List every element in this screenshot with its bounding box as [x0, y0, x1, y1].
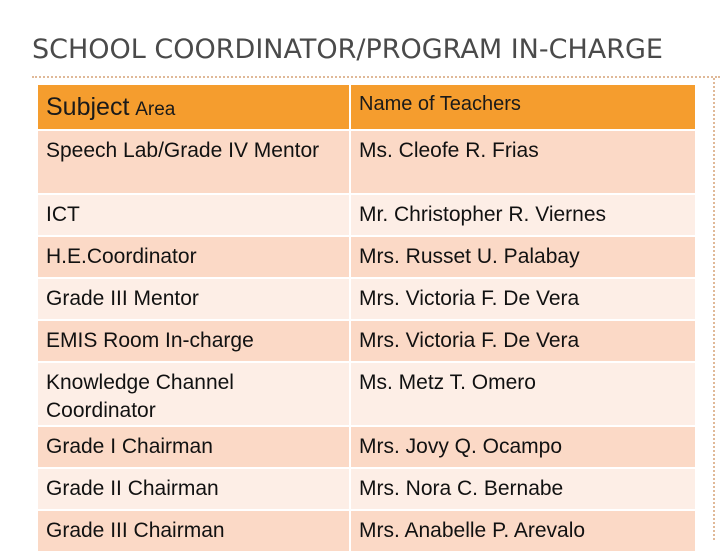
table-header-row	[37, 84, 696, 130]
subject-cell: Speech Lab/Grade IV Mentor	[37, 130, 350, 194]
table-row	[37, 236, 696, 278]
right-border-divider	[713, 78, 715, 540]
header-teachers: Name of Teachers	[350, 84, 696, 130]
teacher-cell: Ms. Metz T. Omero	[350, 362, 696, 426]
table-row	[37, 468, 696, 510]
table-row	[37, 362, 696, 426]
teacher-cell: Mrs. Victoria F. De Vera	[350, 320, 696, 362]
teacher-cell: Ms. Cleofe R. Frias	[350, 130, 696, 194]
subject-cell: Knowledge Channel Coordinator	[37, 362, 350, 426]
subject-cell: Grade II Chairman	[37, 468, 350, 510]
teacher-cell: Mrs. Anabelle P. Arevalo	[350, 510, 696, 552]
subject-cell: H.E.Coordinator	[37, 236, 350, 278]
header-subject-area	[37, 84, 350, 130]
subject-cell: EMIS Room In-charge	[37, 320, 350, 362]
table-row	[37, 426, 696, 468]
teacher-cell: Mrs. Victoria F. De Vera	[350, 278, 696, 320]
coordinator-table	[36, 83, 697, 553]
table-row	[37, 320, 696, 362]
table-row	[37, 194, 696, 236]
subject-cell: Grade III Chairman	[37, 510, 350, 552]
subject-cell: ICT	[37, 194, 350, 236]
table-row	[37, 278, 696, 320]
subject-cell: Grade III Mentor	[37, 278, 350, 320]
teacher-cell: Mrs. Russet U. Palabay	[350, 236, 696, 278]
title-divider	[32, 76, 720, 78]
slide-title: SCHOOL COORDINATOR/PROGRAM IN-CHARGE	[32, 34, 663, 65]
header-subject-word: Subject	[46, 93, 130, 121]
teacher-cell: Mrs. Jovy Q. Ocampo	[350, 426, 696, 468]
subject-cell: Grade I Chairman	[37, 426, 350, 468]
teacher-cell: Mr. Christopher R. Viernes	[350, 194, 696, 236]
table-row	[37, 130, 696, 194]
teacher-cell: Mrs. Nora C. Bernabe	[350, 468, 696, 510]
header-area-word: Area	[135, 99, 176, 120]
table-row	[37, 510, 696, 552]
